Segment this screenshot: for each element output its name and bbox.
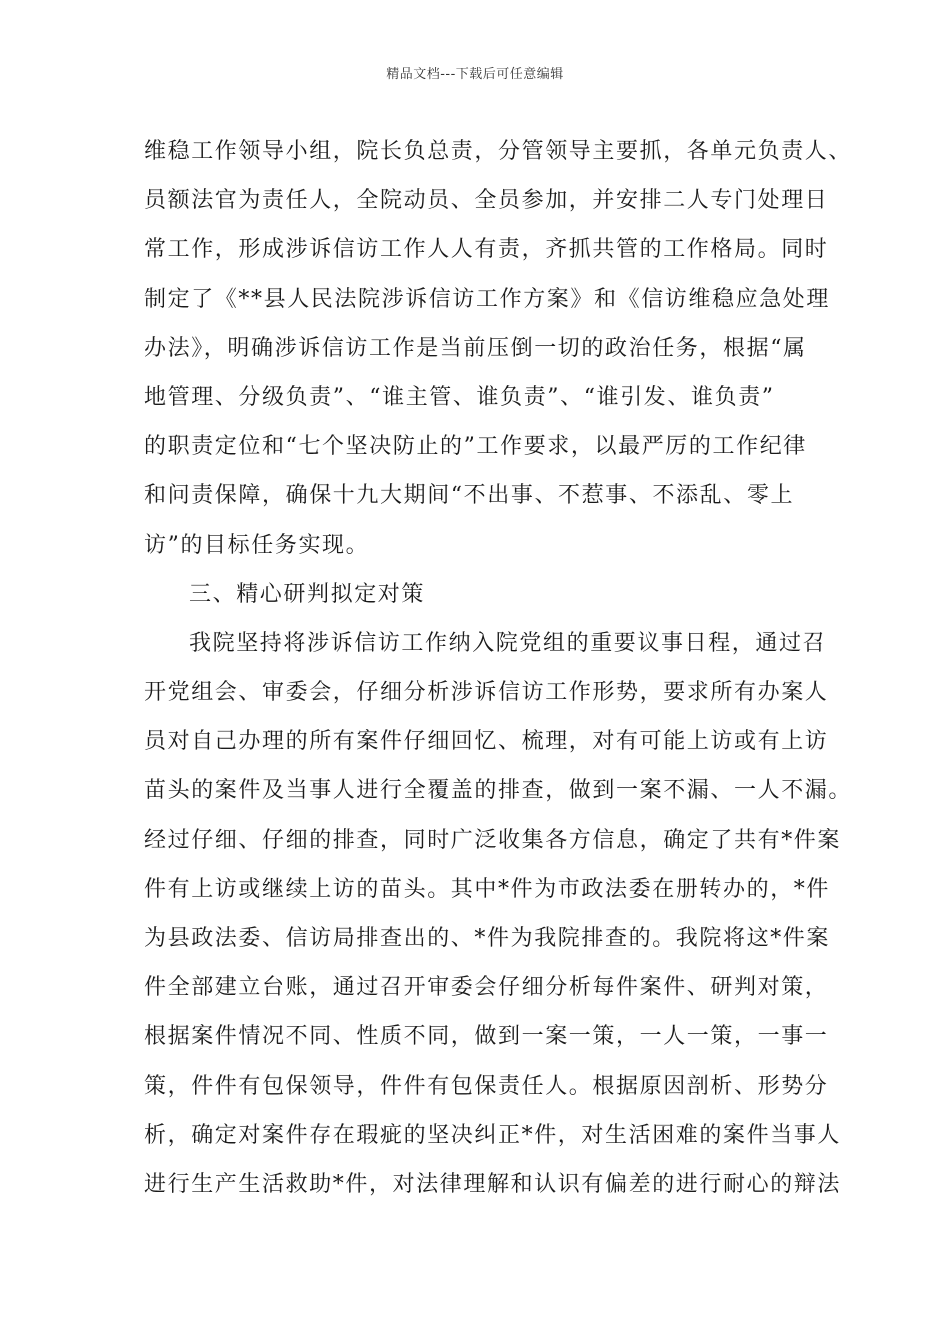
text-line: 和问责保障，确保十九大期间“不出事、不惹事、不添乱、零上 bbox=[144, 483, 795, 509]
text-line: 件全部建立台账，通过召开审委会仔细分析每件案件、研判对策， bbox=[144, 975, 829, 1001]
paragraph-start-line: 我院坚持将涉诉信访工作纳入院党组的重要议事日程，通过召 bbox=[189, 630, 827, 656]
text-line: 为县政法委、信访局排查出的、*件为我院排查的。我院将这*件案 bbox=[144, 926, 831, 951]
text-line: 常工作，形成涉诉信访工作人人有责，齐抓共管的工作格局。同时 bbox=[144, 237, 829, 263]
text-line: 制定了《**县人民法院涉诉信访工作方案》和《信访维稳应急处理 bbox=[144, 286, 831, 312]
text-line: 开党组会、审委会，仔细分析涉诉信访工作形势，要求所有办案人 bbox=[144, 680, 829, 706]
text-line: 员对自己办理的所有案件仔细回忆、梳理，对有可能上访或有上访 bbox=[144, 729, 829, 755]
page-header: 精品文档---下载后可任意编辑 bbox=[386, 67, 564, 82]
text-line: 员额法官为责任人，全院动员、全员参加，并安排二人专门处理日 bbox=[144, 188, 829, 214]
text-line: 维稳工作领导小组，院长负总责，分管领导主要抓，各单元负责人、 bbox=[144, 139, 853, 164]
text-line: 苗头的案件及当事人进行全覆盖的排查，做到一案不漏、一人不漏。 bbox=[144, 778, 853, 804]
text-line: 经过仔细、仔细的排查，同时广泛收集各方信息，确定了共有*件案 bbox=[144, 827, 842, 853]
text-line: 析，确定对案件存在瑕疵的坚决纠正*件，对生活困难的案件当事人 bbox=[144, 1122, 842, 1148]
text-line: 的职责定位和“七个坚决防止的”工作要求，以最严厉的工作纪律 bbox=[144, 434, 807, 460]
text-line: 进行生产生活救助*件，对法律理解和认识有偏差的进行耐心的辩法 bbox=[144, 1171, 842, 1197]
text-line: 根据案件情况不同、性质不同，做到一案一策，一人一策，一事一 bbox=[144, 1024, 829, 1050]
text-line: 办法》，明确涉诉信访工作是当前压倒一切的政治任务，根据“属 bbox=[144, 335, 807, 361]
text-line: 访”的目标任务实现。 bbox=[144, 532, 370, 558]
text-line: 策，件件有包保领导，件件有包保责任人。根据原因剖析、形势分 bbox=[144, 1073, 829, 1099]
text-line: 件有上访或继续上访的苗头。其中*件为市政法委在册转办的，*件 bbox=[144, 876, 831, 902]
section-heading: 三、精心研判拟定对策 bbox=[189, 581, 426, 607]
text-line: 地管理、分级负责”、“谁主管、谁负责”、“谁引发、谁负责” bbox=[144, 384, 775, 410]
document-body bbox=[144, 127, 853, 1209]
